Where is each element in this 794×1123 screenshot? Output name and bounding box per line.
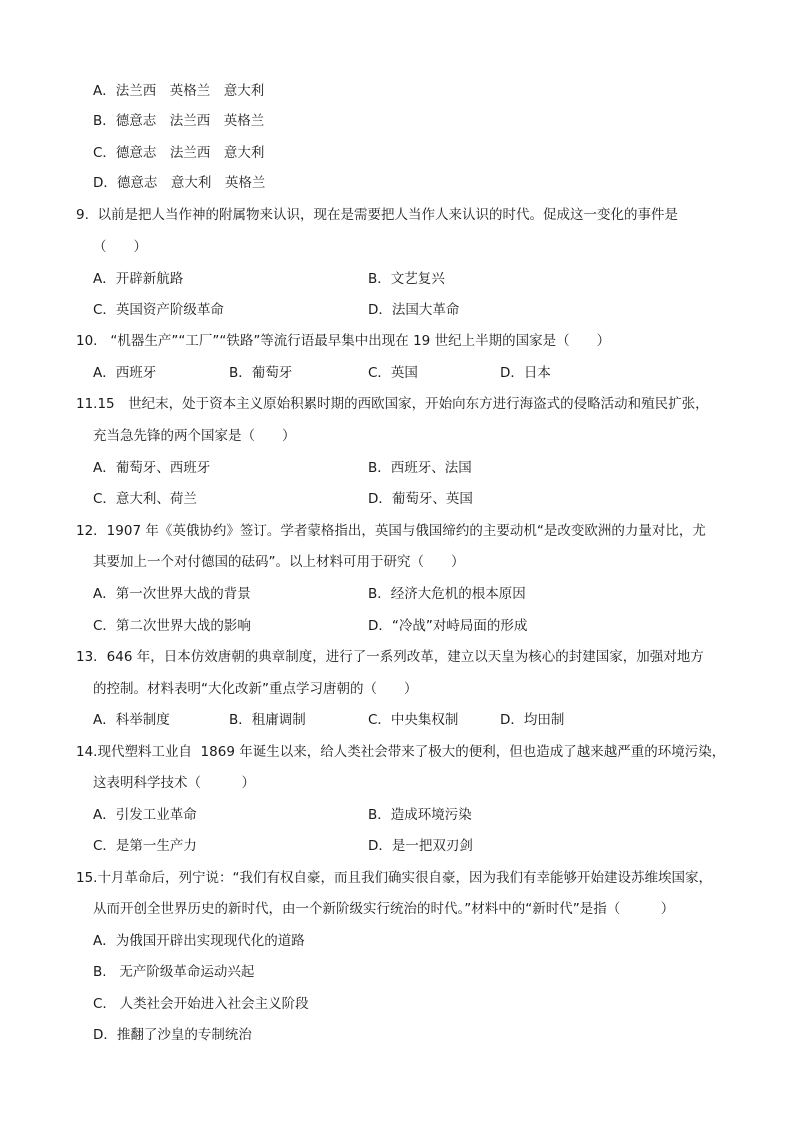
q10-stem: 10. “机器生产”“工厂”“铁路”等流行语最早集中出现在 19 世纪上半期的国家是（ ） xyxy=(76,333,611,349)
q14-option-b: B．造成环境污染 xyxy=(368,807,472,823)
q8-option-c: C．德意志 法兰西 意大利 xyxy=(93,145,265,161)
q15-stem-line2: 从而开创全世界历史的新时代，由一个新阶级实行统治的时代。”材料中的“新时代”是指（ ） xyxy=(93,901,675,917)
q12-stem-line1: 12．1907 年《英俄协约》签订。学者蒙格指出，英国与俄国缔约的主要动机“是改变欧洲的力量对比，尤 xyxy=(76,523,706,539)
q9-option-a: A．开辟新航路 xyxy=(93,271,184,287)
q12-stem-line2: 其要加上一个对付德国的砝码”。以上材料可用于研究（ ） xyxy=(93,554,465,570)
q13-option-d: D．均田制 xyxy=(500,712,565,728)
q14-stem-line2: 这表明科学技术（ ） xyxy=(93,775,255,791)
q12-option-d: D．“冷战”对峙局面的形成 xyxy=(368,618,528,634)
q8-option-a: A．法兰西 英格兰 意大利 xyxy=(93,83,265,99)
q15-option-c: C. 人类社会开始进入社会主义阶段 xyxy=(93,996,309,1012)
q11-option-a: A．葡萄牙、西班牙 xyxy=(93,460,211,476)
q9-option-b: B．文艺复兴 xyxy=(368,271,445,287)
q10-option-c: C．英国 xyxy=(368,365,418,381)
q15-stem-line1: 15.十月革命后，列宁说：“我们有权自豪，而且我们确实很自豪，因为我们有幸能够开始建设苏维埃国家， xyxy=(76,870,712,886)
q9-stem-line1: 9. 以前是把人当作神的附属物来认识，现在是需要把人当作人来认识的时代。促成这一变化的事件是 xyxy=(76,207,678,223)
q14-option-a: A．引发工业革命 xyxy=(93,807,197,823)
q9-stem-line2: （ ） xyxy=(93,239,147,255)
q15-option-d: D．推翻了沙皇的专制统治 xyxy=(93,1027,252,1043)
q10-option-d: D．日本 xyxy=(500,365,551,381)
q12-option-c: C．第二次世界大战的影响 xyxy=(93,618,251,634)
q13-option-a: A．科举制度 xyxy=(93,712,170,728)
q13-option-c: C．中央集权制 xyxy=(368,712,459,728)
q9-option-c: C．英国资产阶级革命 xyxy=(93,302,224,318)
q14-option-d: D．是一把双刃剑 xyxy=(368,838,473,854)
q11-option-b: B．西班牙、法国 xyxy=(368,460,472,476)
q10-option-b: B．葡萄牙 xyxy=(229,365,293,381)
q9-option-d: D．法国大革命 xyxy=(368,302,460,318)
q8-option-b: B．德意志 法兰西 英格兰 xyxy=(93,113,265,129)
q8-option-d: D．德意志 意大利 英格兰 xyxy=(93,175,266,191)
q13-stem-line1: 13．646 年，日本仿效唐朝的典章制度，进行了一系列改革，建立以天皇为核心的封建国家，加强对地方 xyxy=(76,649,704,665)
q14-option-c: C．是第一生产力 xyxy=(93,838,197,854)
q13-stem-line2: 的控制。材料表明“大化改新”重点学习唐朝的（ ） xyxy=(93,681,418,697)
q12-option-b: B．经济大危机的根本原因 xyxy=(368,586,526,602)
q15-option-a: A．为俄国开辟出实现现代化的道路 xyxy=(93,933,305,949)
q11-option-d: D．葡萄牙、英国 xyxy=(368,491,473,507)
q10-option-a: A．西班牙 xyxy=(93,365,157,381)
q11-option-c: C．意大利、荷兰 xyxy=(93,491,197,507)
q13-option-b: B．租庸调制 xyxy=(229,712,306,728)
q11-stem-line2: 充当急先锋的两个国家是（ ） xyxy=(93,428,296,444)
q15-option-b: B. 无产阶级革命运动兴起 xyxy=(93,964,255,980)
q11-stem-line1: 11.15 世纪末，处于资本主义原始积累时期的西欧国家，开始向东方进行海盗式的侵略活动和殖民扩张， xyxy=(76,396,709,412)
q14-stem-line1: 14.现代塑料工业自 1869 年诞生以来，给人类社会带来了极大的便利，但也造成了越来越严重的环境污染， xyxy=(76,744,726,760)
q12-option-a: A．第一次世界大战的背景 xyxy=(93,586,251,602)
